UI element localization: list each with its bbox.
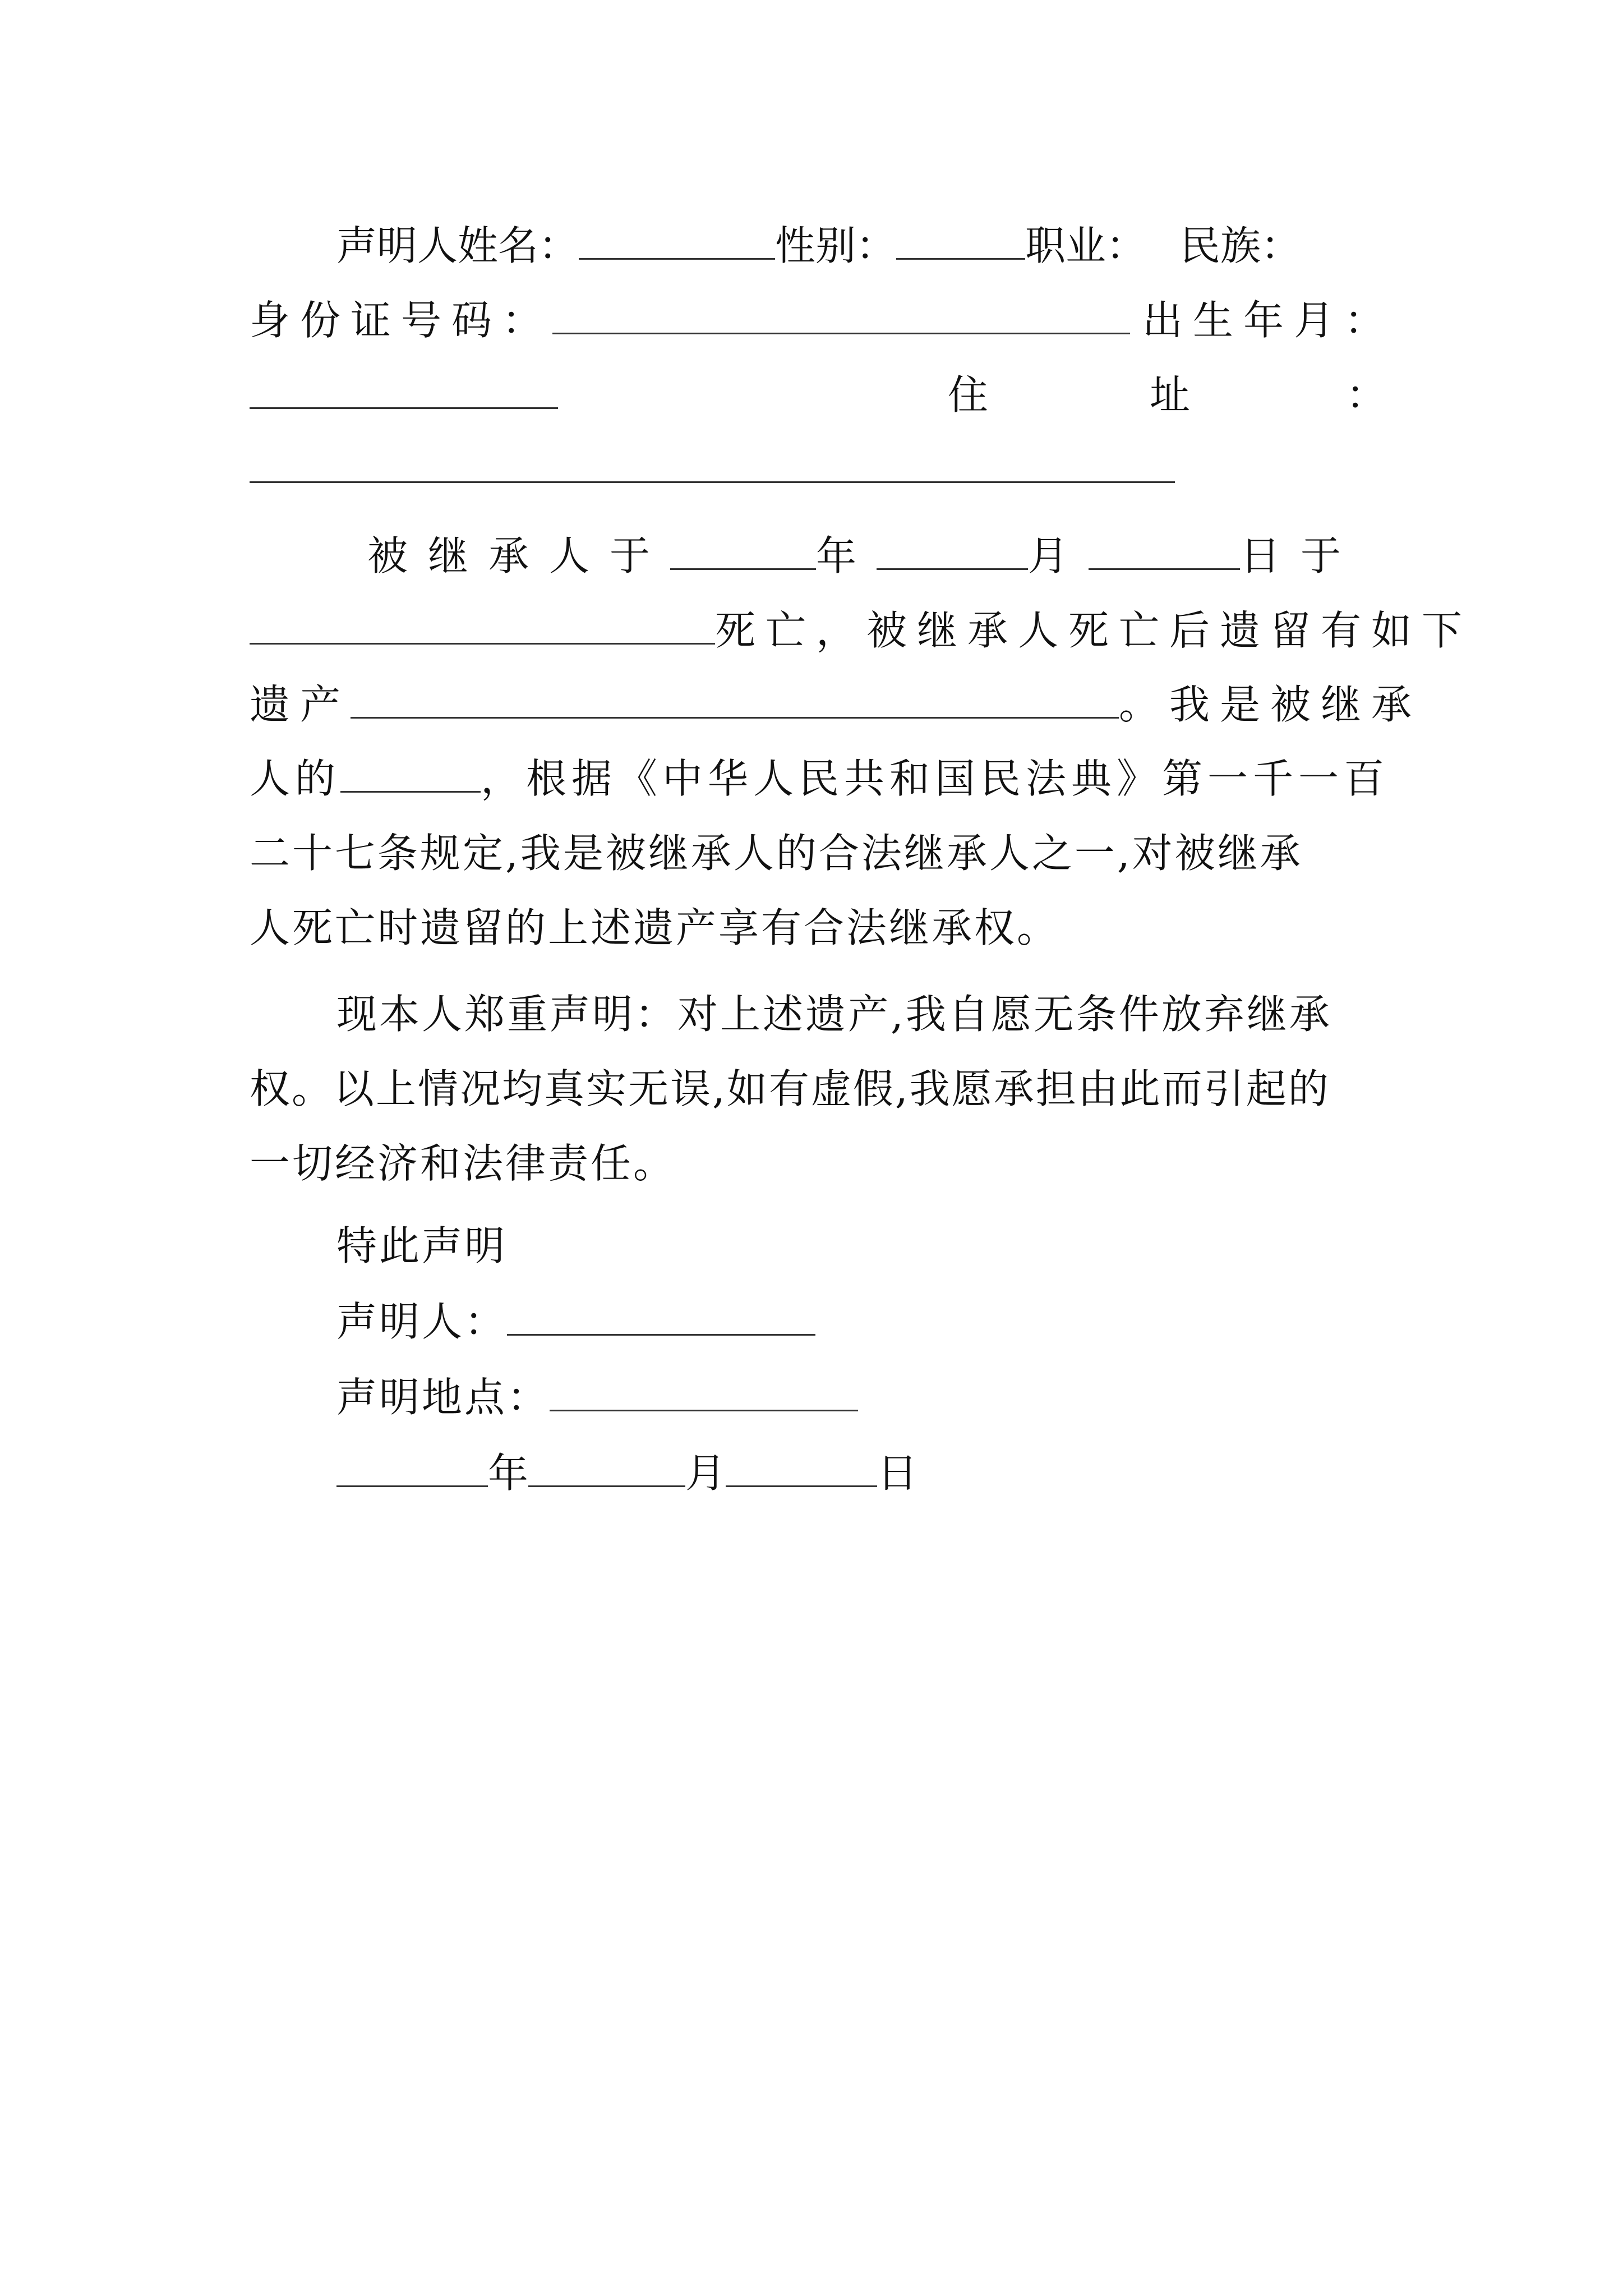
relationship-blank[interactable]: [340, 743, 481, 793]
personal-info-line: [336, 209, 1301, 283]
ethnicity-label: 民族：: [1180, 222, 1302, 269]
name-label: 声明人姓名：: [336, 222, 579, 269]
address-line: [250, 432, 1175, 506]
address-label-colon: ：: [1346, 371, 1387, 418]
address-label-part1: 住: [948, 371, 989, 418]
place-line: [336, 1360, 858, 1434]
address-label-part2: 址: [1150, 371, 1191, 418]
sign-year-label: 年: [488, 1450, 529, 1497]
closing-statement: 特此声明: [336, 1222, 508, 1269]
p1-line6: 人死亡时遗留的上述遗产享有合法继承权。: [250, 904, 1060, 951]
death-month-blank[interactable]: [877, 520, 1028, 570]
declarant-label: 声明人：: [336, 1298, 508, 1345]
place-label: 声明地点：: [336, 1374, 550, 1421]
gender-blank[interactable]: [896, 210, 1025, 260]
gender-label: 性别：: [775, 222, 897, 269]
occupation-label: 职业：: [1025, 222, 1147, 269]
sign-day-blank[interactable]: [726, 1437, 877, 1487]
p1-prefix: 被继承人于: [367, 532, 671, 579]
signing-date-line: [336, 1436, 917, 1510]
name-blank[interactable]: [579, 210, 775, 260]
address-blank[interactable]: [250, 433, 1175, 483]
estate-line: [250, 668, 1422, 742]
sign-year-blank[interactable]: [336, 1437, 488, 1487]
death-place-blank[interactable]: [250, 595, 715, 645]
p1-line4-prefix: 人的: [250, 755, 341, 802]
p2-line3: 一切经济和法律责任。: [250, 1140, 676, 1187]
birth-blank[interactable]: [250, 359, 558, 409]
p1-line3-prefix: 遗产: [250, 681, 351, 728]
p1-day-label: 日于: [1240, 532, 1362, 579]
estate-blank[interactable]: [351, 669, 1119, 719]
death-place-line: [250, 593, 1472, 668]
sign-month-blank[interactable]: [528, 1437, 685, 1487]
declarant-line: [336, 1285, 815, 1359]
id-blank[interactable]: [552, 284, 1130, 334]
death-date-line: [367, 519, 1361, 593]
birth-label: 出生年月：: [1142, 297, 1395, 344]
p1-year-label: 年: [816, 532, 877, 579]
p1-month-label: 月: [1028, 532, 1089, 579]
p1-line2: 死亡，被继承人死亡后遗留有如下: [715, 607, 1473, 654]
place-blank[interactable]: [550, 1361, 858, 1411]
death-day-blank[interactable]: [1089, 520, 1240, 570]
id-label: 身份证号码：: [250, 297, 553, 344]
relationship-line: [250, 742, 1389, 816]
p2-line1: 现本人郑重声明：对上述遗产,我自愿无条件放弃继承: [336, 991, 1332, 1038]
p1-line3-suffix: 。我是被继承: [1119, 681, 1422, 728]
sign-day-label: 日: [877, 1450, 918, 1497]
birth-address-line: [250, 358, 558, 432]
death-year-blank[interactable]: [670, 520, 816, 570]
p1-line4-suffix: ，根据《中华人民共和国民法典》第一千一百: [481, 755, 1390, 802]
sign-month-label: 月: [685, 1450, 726, 1497]
id-line: [250, 283, 1395, 357]
declarant-blank[interactable]: [507, 1286, 815, 1336]
p2-line2: 权。以上情况均真实无误,如有虚假,我愿承担由此而引起的: [250, 1065, 1330, 1112]
p1-line5: 二十七条规定,我是被继承人的合法继承人之一,对被继承: [250, 830, 1303, 877]
